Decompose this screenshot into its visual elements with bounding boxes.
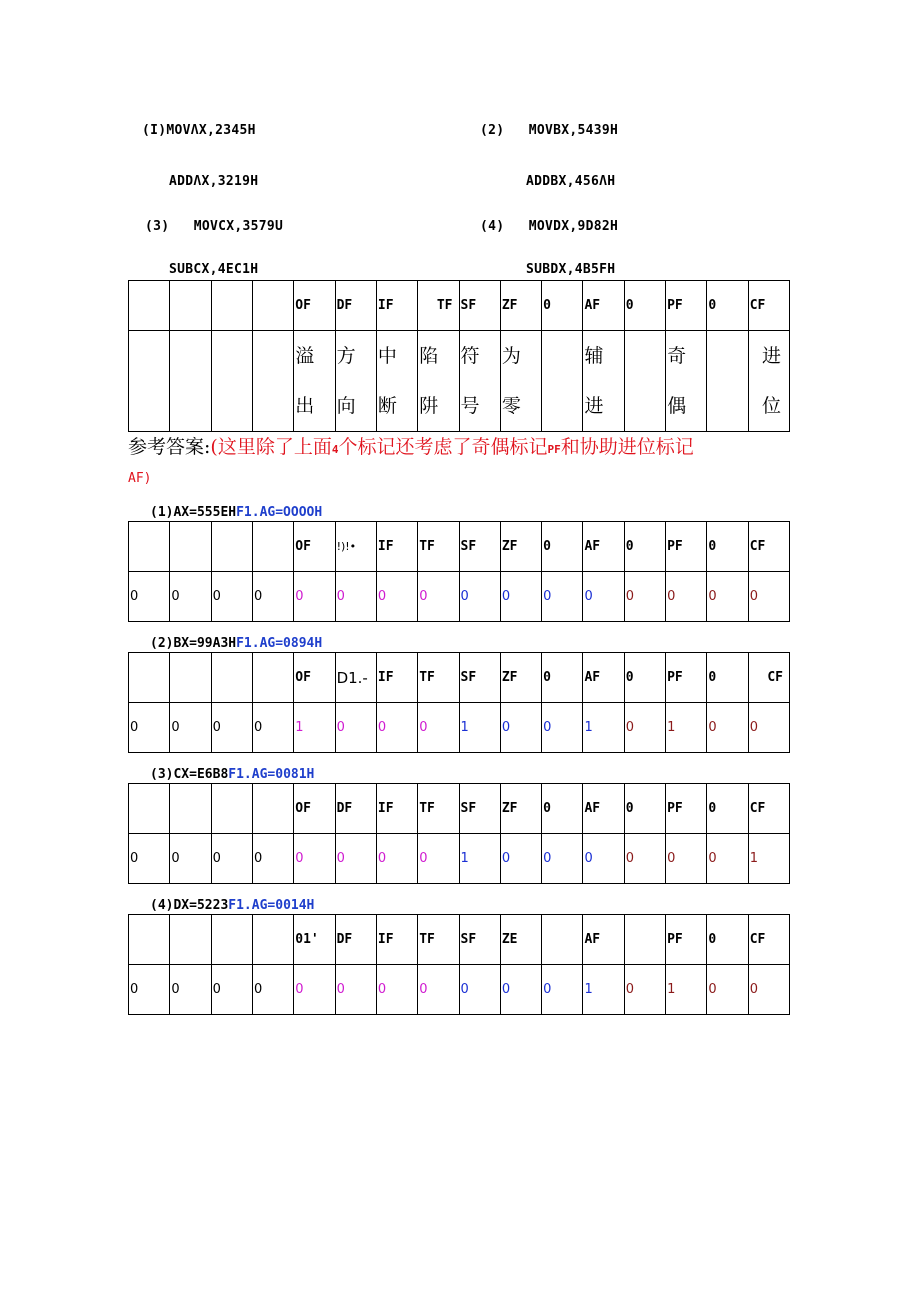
- flag-header-cell: [129, 281, 170, 331]
- result-header-cell: CF: [748, 915, 789, 965]
- result-value-cell: 0: [335, 572, 376, 622]
- result-header-cell: 0: [542, 522, 583, 572]
- result-value-cell: 0: [211, 572, 252, 622]
- result-header-cell: IF: [376, 522, 417, 572]
- flag-header-cell: TF: [418, 281, 459, 331]
- note-af: AF): [128, 471, 152, 486]
- result-value-cell: 0: [624, 572, 665, 622]
- result-header-cell: [252, 522, 293, 572]
- result-value-cell: 0: [211, 703, 252, 753]
- result-header-cell: D1.-: [335, 653, 376, 703]
- flag-header-cell: SF: [459, 281, 500, 331]
- flag-header-cell: DF: [335, 281, 376, 331]
- result-header-cell: PF: [666, 915, 707, 965]
- result-label-2-flag: F1.AG=0894H: [236, 636, 323, 651]
- result-value-cell: 0: [748, 572, 789, 622]
- result-table-4: [128, 914, 790, 1015]
- result-header-cell: TF: [418, 784, 459, 834]
- flag-chinese-bottom: 阱: [419, 395, 439, 417]
- result-value-cell: 0: [170, 965, 211, 1015]
- result-value-cell: 0: [335, 834, 376, 884]
- flag-header-cell: [170, 281, 211, 331]
- result-header-cell: [170, 915, 211, 965]
- result-header-cell: TF: [418, 915, 459, 965]
- flag-chinese-row: [129, 331, 790, 432]
- result-header-cell: 0: [707, 653, 748, 703]
- result-value-cell: 0: [129, 572, 170, 622]
- result-header-cell: 0: [542, 653, 583, 703]
- result-value-row: [129, 834, 790, 884]
- note-pf: PF: [547, 443, 561, 456]
- flag-header-cell: CF: [748, 281, 789, 331]
- flag-chinese-cell: [252, 331, 293, 432]
- flag-chinese-bottom: 进: [584, 395, 604, 417]
- q2-line1: (2) MOVBX,5439H: [480, 123, 619, 138]
- flag-header-cell: 0: [624, 281, 665, 331]
- flag-header-cell: [252, 281, 293, 331]
- result-table-1: [128, 521, 790, 622]
- result-header-cell: IF: [376, 653, 417, 703]
- flag-chinese-bottom: 向: [336, 395, 356, 417]
- result-header-cell: ZF: [500, 522, 541, 572]
- result-value-cell: 0: [542, 703, 583, 753]
- flag-chinese-bottom: 出: [295, 395, 315, 417]
- result-value-cell: 0: [129, 834, 170, 884]
- result-value-cell: 0: [335, 965, 376, 1015]
- note-part3: 和协助进位标记: [560, 436, 694, 458]
- flag-chinese-top: 符: [460, 345, 480, 367]
- result-header-cell: 0: [542, 784, 583, 834]
- result-header-cell: DF: [335, 915, 376, 965]
- result-value-cell: 0: [294, 834, 335, 884]
- result-header-cell: CF: [748, 653, 789, 703]
- result-label-1: [150, 505, 322, 520]
- result-header-cell: SF: [459, 915, 500, 965]
- result-header-cell: PF: [666, 653, 707, 703]
- note-part2: 个标记还考虑了奇偶标记: [338, 436, 548, 458]
- result-value-cell: 1: [294, 703, 335, 753]
- answer-explanation: [128, 436, 694, 487]
- result-header-cell: TF: [418, 653, 459, 703]
- result-value-cell: 0: [707, 834, 748, 884]
- result-value-cell: 0: [707, 703, 748, 753]
- flag-header-cell: [211, 281, 252, 331]
- result-value-cell: 0: [335, 703, 376, 753]
- flag-chinese-cell: [624, 331, 665, 432]
- flag-chinese-cell: [542, 331, 583, 432]
- result-label-2-reg: (2)BX=99A3H: [150, 636, 237, 651]
- result-value-cell: 1: [666, 965, 707, 1015]
- flag-chinese-bottom: 断: [377, 395, 397, 417]
- result-label-1-reg: (1)AX=555EH: [150, 505, 237, 520]
- result-header-cell: AF: [583, 653, 624, 703]
- result-header-cell: 01': [294, 915, 335, 965]
- result-label-4-flag: F1.AG=0014H: [228, 898, 315, 913]
- result-header-cell: [129, 784, 170, 834]
- answer-note: [128, 434, 798, 492]
- result-value-cell: 0: [252, 572, 293, 622]
- flag-chinese-cell: [376, 331, 417, 432]
- result-header-cell: ZE: [500, 915, 541, 965]
- result-label-4: [150, 898, 314, 913]
- result-header-cell: ZF: [500, 653, 541, 703]
- result-value-cell: 0: [459, 572, 500, 622]
- result-value-cell: 0: [170, 703, 211, 753]
- result-header-cell: AF: [583, 522, 624, 572]
- result-value-cell: 0: [542, 572, 583, 622]
- flag-description-table: [128, 280, 790, 432]
- q1-line1: (I)MOVΛX,2345H: [142, 123, 256, 138]
- result-header-cell: AF: [583, 915, 624, 965]
- answer-prefix: 参考答案:: [128, 436, 211, 458]
- result-label-4-reg: (4)DX=5223: [150, 898, 229, 913]
- result-value-cell: 0: [211, 965, 252, 1015]
- flag-chinese-cell: [583, 331, 624, 432]
- result-header-cell: TF: [418, 522, 459, 572]
- result-value-cell: 0: [376, 834, 417, 884]
- note-part1: (这里除了上面: [210, 436, 332, 458]
- result-header-cell: IF: [376, 915, 417, 965]
- result-value-cell: 0: [459, 965, 500, 1015]
- result-value-cell: 0: [129, 965, 170, 1015]
- note-num: 4: [331, 443, 339, 456]
- result-header-cell: SF: [459, 784, 500, 834]
- result-value-cell: 1: [459, 703, 500, 753]
- flag-chinese-bottom: 位: [761, 395, 781, 417]
- flag-chinese-cell: [666, 331, 707, 432]
- result-value-cell: 0: [294, 572, 335, 622]
- result-header-cell: 0: [624, 653, 665, 703]
- flag-header-cell: 0: [707, 281, 748, 331]
- result-header-cell: [252, 653, 293, 703]
- result-value-cell: 1: [459, 834, 500, 884]
- result-value-cell: 0: [418, 572, 459, 622]
- flag-chinese-top: 进: [761, 345, 781, 367]
- result-header-cell: SF: [459, 522, 500, 572]
- result-header-cell: SF: [459, 653, 500, 703]
- result-value-cell: 0: [542, 834, 583, 884]
- result-header-cell: OF: [294, 653, 335, 703]
- result-label-3-reg: (3)CX=E6B8: [150, 767, 229, 782]
- result-header-cell: [252, 784, 293, 834]
- flag-header-cell: 0: [542, 281, 583, 331]
- result-value-cell: 0: [418, 834, 459, 884]
- result-header-cell: [542, 915, 583, 965]
- result-header-cell: !)!•: [335, 522, 376, 572]
- result-header-cell: 0: [707, 522, 748, 572]
- q4-line1: (4) MOVDX,9D82H: [480, 219, 619, 234]
- result-header-cell: [624, 915, 665, 965]
- result-header-cell: OF: [294, 522, 335, 572]
- flag-chinese-cell: [335, 331, 376, 432]
- flag-header-row: [129, 281, 790, 331]
- result-value-cell: 0: [376, 703, 417, 753]
- result-header-cell: 0: [707, 784, 748, 834]
- result-value-cell: 1: [583, 703, 624, 753]
- result-value-cell: 0: [707, 965, 748, 1015]
- result-value-cell: 0: [500, 572, 541, 622]
- result-label-2: [150, 636, 322, 651]
- result-header-row: [129, 784, 790, 834]
- result-header-cell: [252, 915, 293, 965]
- flag-chinese-cell: [707, 331, 748, 432]
- result-value-cell: 1: [583, 965, 624, 1015]
- result-header-cell: [211, 784, 252, 834]
- result-value-cell: 0: [252, 965, 293, 1015]
- result-value-cell: 0: [707, 572, 748, 622]
- flag-chinese-top: 奇: [667, 345, 687, 367]
- result-header-cell: PF: [666, 784, 707, 834]
- result-label-1-flag: F1.AG=OOOOH: [236, 505, 323, 520]
- result-value-cell: 0: [542, 965, 583, 1015]
- flag-header-cell: AF: [583, 281, 624, 331]
- flag-chinese-cell: [211, 331, 252, 432]
- flag-chinese-top: 为: [501, 345, 521, 367]
- result-value-cell: 0: [748, 965, 789, 1015]
- result-value-cell: 1: [666, 703, 707, 753]
- flag-chinese-cell: [459, 331, 500, 432]
- result-value-cell: 0: [666, 834, 707, 884]
- result-value-cell: 0: [624, 703, 665, 753]
- result-value-cell: 0: [294, 965, 335, 1015]
- result-value-cell: 0: [170, 834, 211, 884]
- result-header-cell: [211, 915, 252, 965]
- result-header-cell: [129, 915, 170, 965]
- result-label-3: [150, 767, 314, 782]
- result-header-cell: [170, 784, 211, 834]
- flag-header-cell: ZF: [500, 281, 541, 331]
- flag-chinese-top: 辅: [584, 345, 604, 367]
- result-header-cell: 0: [624, 784, 665, 834]
- result-header-cell: ZF: [500, 784, 541, 834]
- q3-line2: SUBCX,4EC1H: [169, 262, 259, 277]
- result-value-cell: 1: [748, 834, 789, 884]
- q4-line2: SUBDX,4B5FH: [526, 262, 616, 277]
- flag-chinese-top: 溢: [295, 345, 315, 367]
- result-value-cell: 0: [418, 965, 459, 1015]
- result-value-cell: 0: [624, 965, 665, 1015]
- result-value-cell: 0: [500, 834, 541, 884]
- result-header-cell: [170, 522, 211, 572]
- flag-chinese-cell: [129, 331, 170, 432]
- flag-header-cell: IF: [376, 281, 417, 331]
- result-value-cell: 0: [252, 834, 293, 884]
- result-value-cell: 0: [624, 834, 665, 884]
- result-header-cell: [170, 653, 211, 703]
- flag-chinese-bottom: 零: [501, 395, 521, 417]
- result-header-cell: 0: [624, 522, 665, 572]
- result-header-cell: DF: [335, 784, 376, 834]
- result-value-row: [129, 572, 790, 622]
- result-value-cell: 0: [129, 703, 170, 753]
- result-header-row: [129, 522, 790, 572]
- result-header-cell: OF: [294, 784, 335, 834]
- result-header-cell: IF: [376, 784, 417, 834]
- q3-line1: (3) MOVCX,3579U: [145, 219, 284, 234]
- flag-chinese-cell: [500, 331, 541, 432]
- result-value-cell: 0: [376, 572, 417, 622]
- result-header-cell: 0: [707, 915, 748, 965]
- result-value-cell: 0: [500, 703, 541, 753]
- result-value-row: [129, 965, 790, 1015]
- result-value-cell: 0: [418, 703, 459, 753]
- flag-chinese-cell: [418, 331, 459, 432]
- flag-chinese-cell: [294, 331, 335, 432]
- flag-chinese-top: 中: [377, 345, 397, 367]
- result-value-cell: 0: [666, 572, 707, 622]
- result-value-cell: 0: [583, 834, 624, 884]
- result-value-cell: 0: [170, 572, 211, 622]
- flag-chinese-cell: [170, 331, 211, 432]
- result-table-2: [128, 652, 790, 753]
- result-header-row: [129, 915, 790, 965]
- result-header-row: [129, 653, 790, 703]
- flag-chinese-top: 陷: [419, 345, 439, 367]
- flag-chinese-bottom: 偶: [667, 395, 687, 417]
- result-header-cell: CF: [748, 522, 789, 572]
- flag-chinese-bottom: 号: [460, 395, 480, 417]
- result-value-cell: 0: [376, 965, 417, 1015]
- flag-header-cell: PF: [666, 281, 707, 331]
- result-value-row: [129, 703, 790, 753]
- result-header-cell: [211, 522, 252, 572]
- result-header-cell: PF: [666, 522, 707, 572]
- flag-chinese-top: 方: [336, 345, 356, 367]
- result-header-cell: [129, 522, 170, 572]
- q2-line2: ADDBX,456ΛH: [526, 174, 616, 189]
- flag-chinese-cell: [748, 331, 789, 432]
- result-label-3-flag: F1.AG=0081H: [228, 767, 315, 782]
- result-value-cell: 0: [583, 572, 624, 622]
- q1-line2: ADDΛX,3219H: [169, 174, 259, 189]
- result-table-3: [128, 783, 790, 884]
- result-header-cell: [129, 653, 170, 703]
- flag-header-cell: OF: [294, 281, 335, 331]
- result-header-cell: [211, 653, 252, 703]
- result-value-cell: 0: [748, 703, 789, 753]
- result-header-cell: CF: [748, 784, 789, 834]
- result-header-cell: AF: [583, 784, 624, 834]
- result-value-cell: 0: [211, 834, 252, 884]
- result-value-cell: 0: [500, 965, 541, 1015]
- result-value-cell: 0: [252, 703, 293, 753]
